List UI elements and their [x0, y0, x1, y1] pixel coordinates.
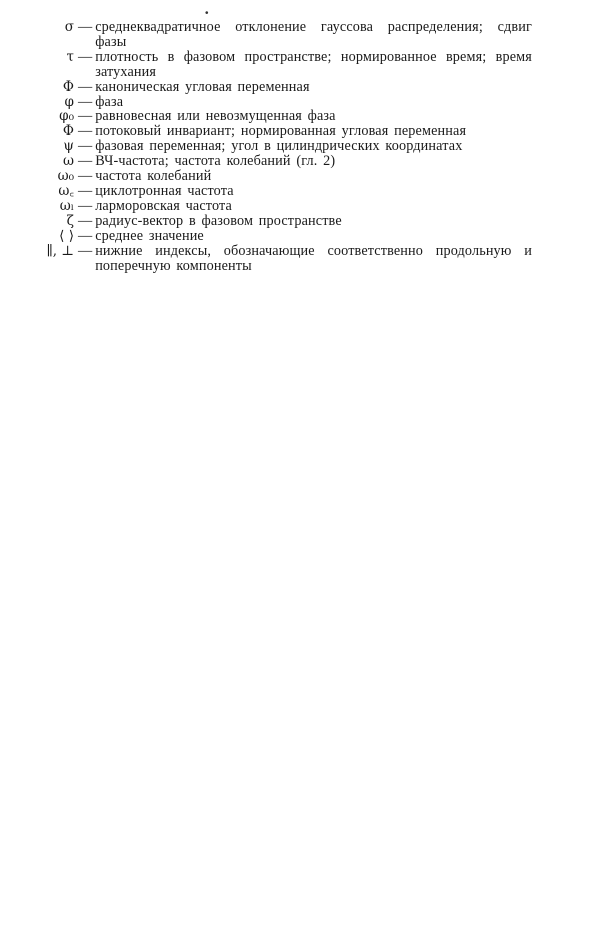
glossary-entry	[22, 229, 532, 244]
glossary-entry	[22, 184, 532, 199]
glossary-entry	[22, 214, 532, 229]
entry-symbol: ω	[62, 153, 74, 170]
print-speck: •	[205, 8, 209, 19]
entry-dash: —	[78, 123, 93, 140]
entry-dash: —	[78, 227, 93, 244]
entry-symbol: Φ	[62, 78, 74, 95]
entry-symbol: Φ	[62, 123, 74, 140]
entry-definition: циклотронная частота	[95, 182, 234, 199]
entry-dash: —	[78, 212, 93, 229]
entry-definition: ларморовская частота	[95, 197, 232, 214]
entry-definition: фаза	[95, 93, 124, 110]
entry-dash: —	[78, 93, 93, 110]
glossary-entry	[22, 139, 532, 154]
glossary-entry	[22, 20, 532, 50]
entry-symbol: ω₀	[57, 168, 74, 185]
entry-symbol: ζ	[66, 212, 74, 229]
glossary-entry	[22, 169, 532, 184]
entry-definition: радиус-вектор в фазовом пространстве	[95, 212, 342, 229]
entry-symbol: τ	[66, 48, 74, 65]
glossary-entry	[22, 109, 532, 124]
glossary-entry	[22, 154, 532, 169]
entry-dash: —	[78, 48, 93, 65]
glossary-entry	[22, 124, 532, 139]
entry-definition: потоковый инвариант; нормированная угловая переменная	[95, 123, 467, 140]
entry-symbol: φ	[64, 93, 74, 110]
glossary-entry	[22, 95, 532, 110]
entry-symbol: ∥, ⊥	[46, 242, 74, 259]
entry-symbol: φ₀	[59, 108, 74, 125]
entry-definition: частота колебаний	[95, 168, 212, 185]
entry-definition: среднее значение	[95, 227, 204, 244]
entry-dash: —	[78, 197, 93, 214]
entry-dash: —	[78, 242, 93, 259]
glossary-entry	[22, 244, 532, 274]
entry-definition: плотность в фазовом пространстве; нормированное время; время затухания	[95, 48, 532, 80]
entry-definition: среднеквадратичное отклонение гауссова распределения; сдвиг фазы	[95, 19, 532, 50]
entry-symbol: ⟨ ⟩	[59, 227, 74, 244]
entry-dash: —	[78, 78, 93, 95]
entry-definition: ВЧ-частота; частота колебаний (гл. 2)	[95, 153, 336, 170]
glossary-entry	[22, 199, 532, 214]
entry-symbol: ω꜀	[58, 182, 74, 199]
entry-dash: —	[78, 108, 93, 125]
entry-definition: равновесная или невозмущенная фаза	[95, 108, 336, 125]
entry-dash: —	[78, 153, 93, 170]
entry-dash: —	[78, 182, 93, 199]
glossary-entry	[22, 50, 532, 80]
entry-symbol: σ	[64, 19, 74, 35]
entry-definition: нижние индексы, обозначающие соответственно продольную и поперечную компоненты	[95, 242, 532, 274]
entry-symbol: ψ	[63, 138, 74, 155]
entry-dash: —	[78, 168, 93, 185]
entry-dash: —	[78, 19, 93, 35]
entry-definition: каноническая угловая переменная	[95, 78, 310, 95]
entry-definition: фазовая переменная; угол в цилиндрических координатах	[95, 138, 463, 155]
symbol-glossary	[22, 20, 532, 273]
glossary-entry	[22, 80, 532, 95]
entry-dash: —	[78, 138, 93, 155]
entry-symbol: ωₗ	[59, 197, 74, 214]
